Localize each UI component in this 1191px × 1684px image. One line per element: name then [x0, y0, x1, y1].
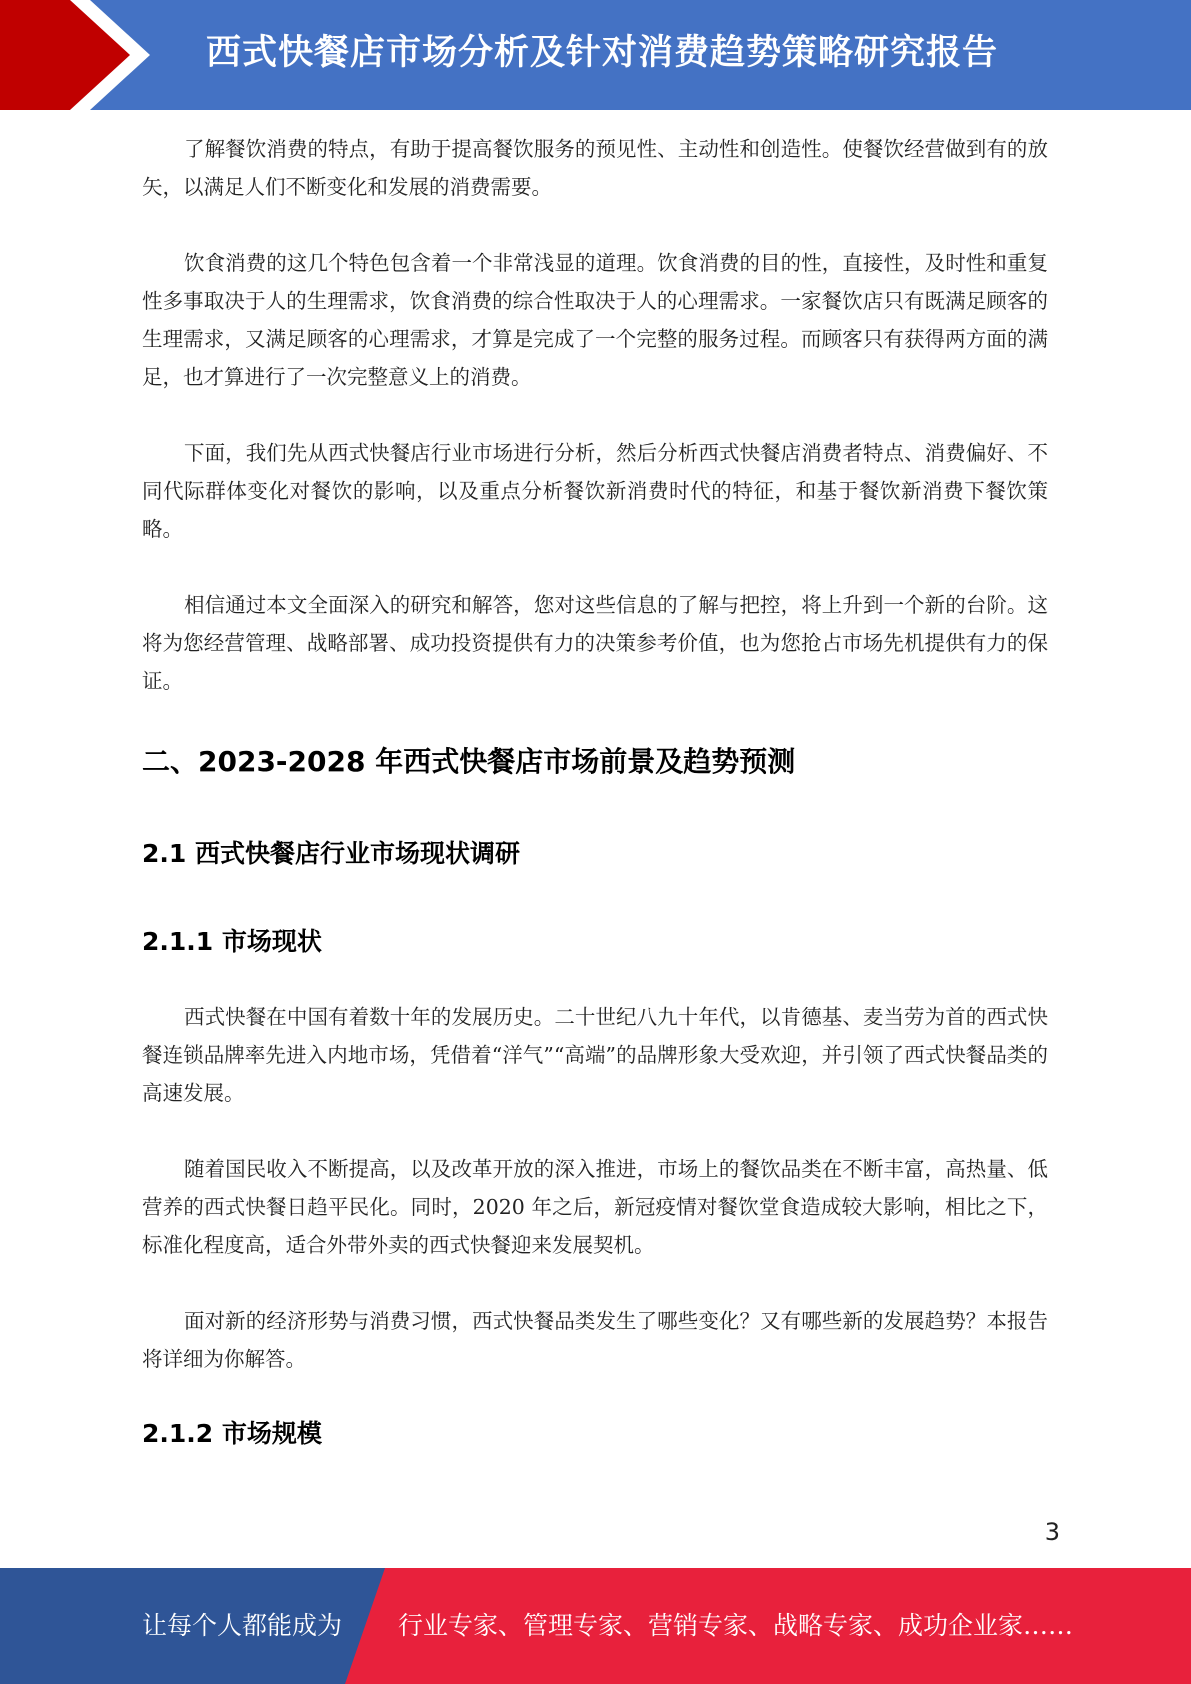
footer-slogan-left: 让每个人都能成为 — [142, 1611, 343, 1640]
body-paragraph: 了解餐饮消费的特点，有助于提高餐饮服务的预见性、主动性和创造性。使餐饮经营做到有的放矢，以满足人们不断变化和发展的消费需要。 — [142, 137, 1048, 199]
body-paragraph: 相信通过本文全面深入的研究和解答，您对这些信息的了解与把控，将上升到一个新的台阶。这将为您经营管理、战略部署、成功投资提供有力的决策参考价值，也为您抢占市场先机提供有力的保证。 — [142, 593, 1048, 693]
page-number: 3 — [1044, 1518, 1060, 1546]
body-paragraph: 随着国民收入不断提高，以及改革开放的深入推进，市场上的餐饮品类在不断丰富，高热量、低营养的西式快餐日趋平民化。同时，2020 年之后，新冠疫情对餐饮堂食造成较大影响，相比之下，标准化程度高，适合外带外卖的西式快餐迎来发展契机。 — [142, 1157, 1048, 1257]
footer-slogan-right: 行业专家、管理专家、营销专家、战略专家、成功企业家…… — [398, 1611, 1074, 1640]
body-paragraph: 饮食消费的这几个特色包含着一个非常浅显的道理。饮食消费的目的性，直接性，及时性和重复性多事取决于人的生理需求，饮食消费的综合性取决于人的心理需求。一家餐饮店只有既满足顾客的生理需求，又满足顾客的心理需求，才算是完成了一个完整的服务过程。而顾客只有获得两方面的满足，也才算进行了一次完整意义上的消费。 — [142, 251, 1048, 389]
body-paragraph: 下面，我们先从西式快餐店行业市场进行分析，然后分析西式快餐店消费者特点、消费偏好、不同代际群体变化对餐饮的影响，以及重点分析餐饮新消费时代的特征，和基于餐饮新消费下餐饮策略。 — [142, 441, 1048, 541]
footer-banner — [0, 1568, 1191, 1684]
body-paragraph: 西式快餐在中国有着数十年的发展历史。二十世纪八九十年代，以肯德基、麦当劳为首的西式快餐连锁品牌率先进入内地市场，凭借着“洋气”“高端”的品牌形象大受欢迎，并引领了西式快餐品类的高速发展。 — [142, 1005, 1048, 1105]
subsubsection-heading: 2.1.1 市场现状 — [142, 927, 322, 956]
section-heading: 二、2023-2028 年西式快餐店市场前景及趋势预测 — [142, 745, 796, 778]
body-paragraph: 面对新的经济形势与消费习惯，西式快餐品类发生了哪些变化？又有哪些新的发展趋势？本报告将详细为你解答。 — [142, 1309, 1048, 1371]
header-banner — [0, 0, 1191, 110]
subsection-heading: 2.1 西式快餐店行业市场现状调研 — [142, 839, 520, 868]
main-content — [142, 130, 1048, 1452]
subsubsection-heading: 2.1.2 市场规模 — [142, 1419, 322, 1448]
chevron-arrow-icon — [0, 0, 160, 110]
document-title: 西式快餐店市场分析及针对消费趋势策略研究报告 — [206, 33, 999, 73]
